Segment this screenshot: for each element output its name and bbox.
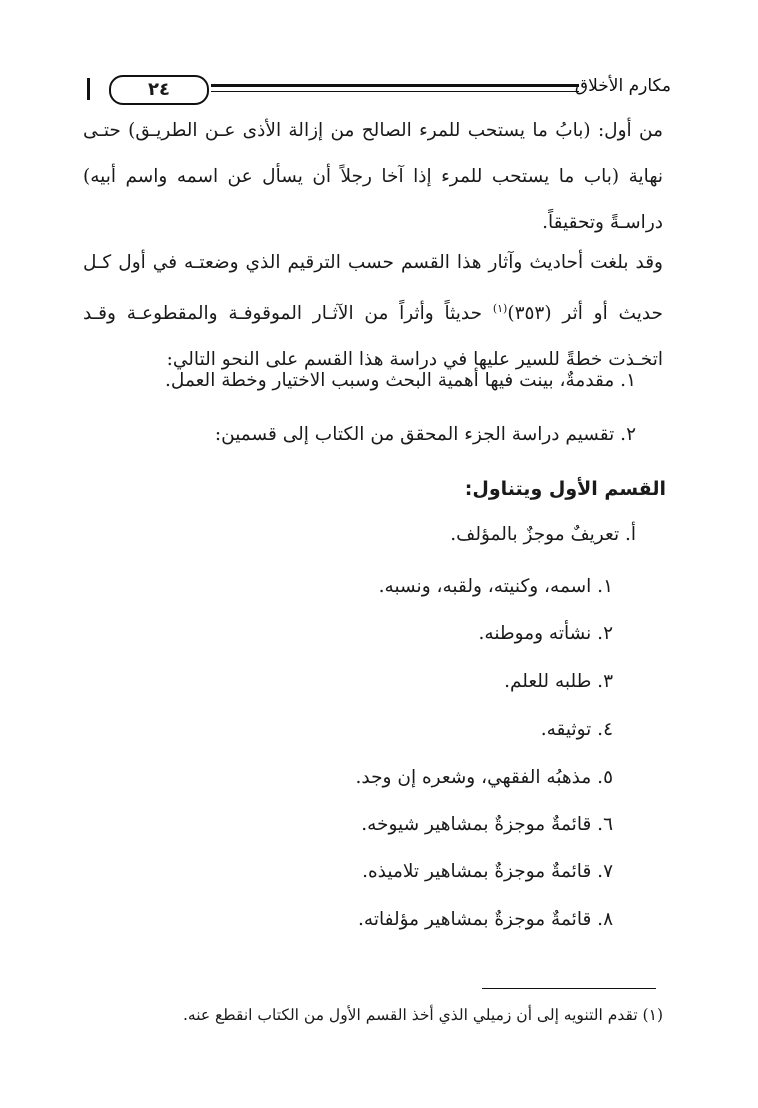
list-item: ٢. نشأته وموطنه.	[478, 623, 613, 644]
header-ornament	[87, 78, 90, 100]
list-item: ٥. مذهبُه الفقهي، وشعره إن وجد.	[355, 767, 613, 788]
list-item: ٦. قائمةٌ موجزةٌ بمشاهير شيوخه.	[361, 814, 613, 835]
plan-item: ١. مقدمةٌ، بينت فيها أهمية البحث وسبب الاختيار وخطة العمل.	[165, 370, 636, 391]
plan-item: ٢. تقسيم دراسة الجزء المحقق من الكتاب إلى قسمين:	[214, 424, 636, 445]
section-heading: القسم الأول ويتناول:	[464, 478, 666, 500]
count-paragraph-tail: حديثاً وأثراً من الآثـار الموقوفـة والمقطوعـة وقـد اتخـذت خطةً للسير عليها في دراسة هذا القسم على النحو التالي:	[83, 303, 663, 371]
book-title: مكارم الأخلاق	[574, 76, 671, 96]
count-paragraph-text: وقد بلغت أحاديث وآثار هذا القسم حسب الترقيم الذي وضعتـه في أول كـل حديث أو أثر (٣٥٣)	[83, 252, 663, 325]
footnote-reference: (١)	[492, 302, 508, 315]
count-paragraph	[83, 240, 663, 383]
page-number: ٢٤	[109, 75, 209, 105]
list-item: ٣. طلبه للعلم.	[504, 671, 613, 692]
list-item: ٨. قائمةٌ موجزةٌ بمشاهير مؤلفاته.	[358, 909, 613, 930]
header-rule	[211, 84, 579, 92]
running-header	[85, 74, 671, 106]
list-item: ٤. توثيقه.	[540, 719, 613, 740]
intro-paragraph: من أول: (بابُ ما يستحب للمرء الصالح من إزالة الأذى عـن الطريـق) حتـى نهاية (باب ما يستحب للمرء إذا آخا رجلاً أن يسأل عن اسمه واسم أبيه) دراسـةً وتحقيقاً.	[83, 120, 663, 233]
list-item: ٧. قائمةٌ موجزةٌ بمشاهير تلاميذه.	[362, 861, 613, 882]
list-item: ١. اسمه، وكنيته، ولقبه، ونسبه.	[378, 576, 613, 597]
footnote: (١) تقدم التنويه إلى أن زميلي الذي أخذ القسم الأول من الكتاب انقطع عنه.	[182, 1006, 663, 1024]
footnote-separator	[482, 988, 656, 989]
sub-heading: أ. تعريفٌ موجزٌ بالمؤلف.	[450, 524, 636, 545]
